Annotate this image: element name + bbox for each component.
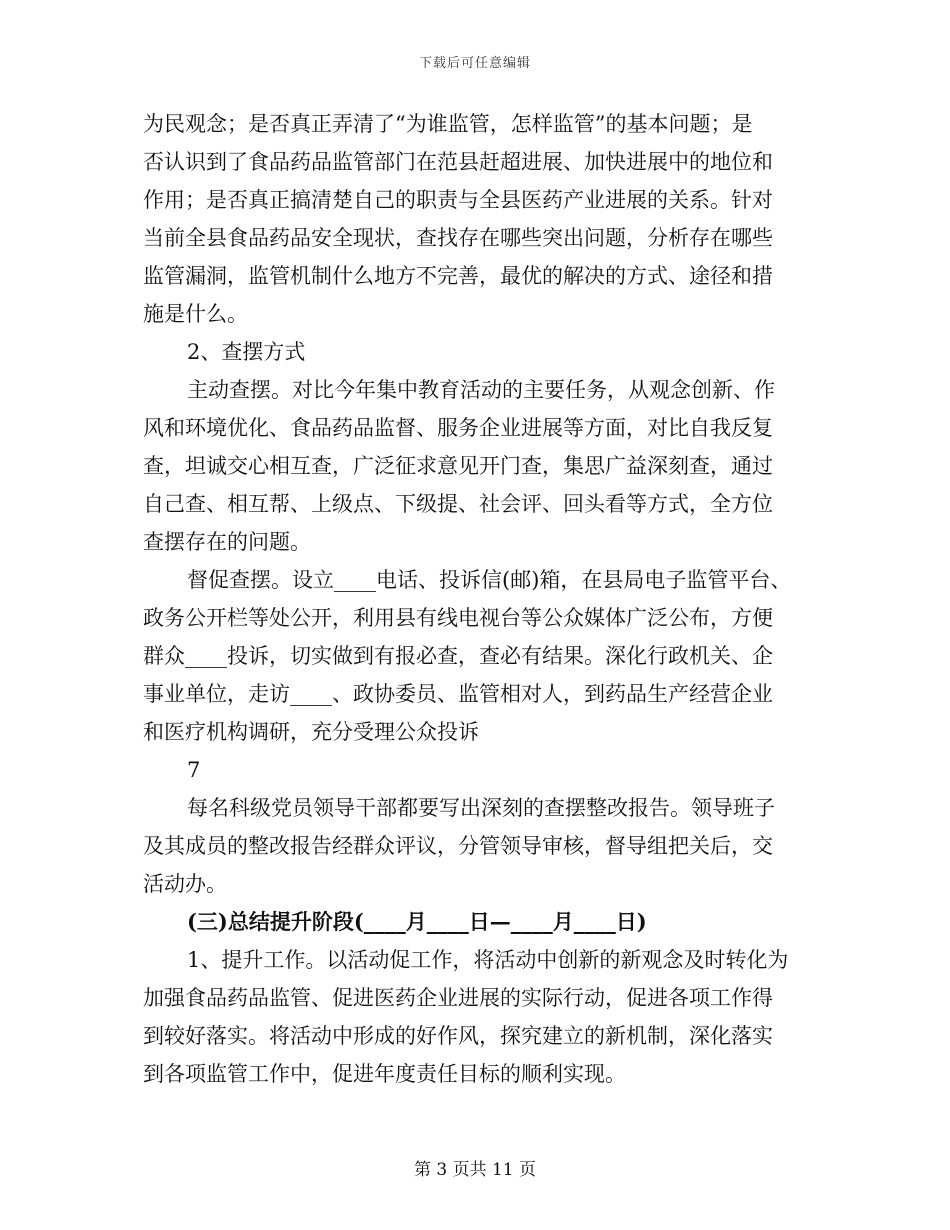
section-heading-check-method: 2、查摆方式 [187, 340, 306, 364]
text-line-19: 每名科级党员领导干部都要写出深刻的查摆整改报告。领导班子 [187, 796, 775, 820]
page-footer: 第 3 页共 11 页 [413, 1160, 537, 1180]
text-line-21: 活动办。 [143, 872, 227, 896]
document-body [143, 105, 807, 1093]
text-line-16: 事业单位，走访____、政协委员、监管相对人，到药品生产经营企业 [143, 682, 773, 706]
text-line-3: 作用；是否真正搞清楚自己的职责与全县医药产业进展的关系。针对 [143, 188, 773, 212]
text-line-2: 否认识到了食品药品监管部门在范县赶超进展、加快进展中的地位和 [143, 150, 773, 174]
text-line-20: 及其成员的整改报告经群众评议，分管领导审核，督导组把关后，交 [143, 834, 773, 858]
text-line-13: 督促查摆。设立____电话、投诉信(邮)箱，在县局电子监管平台、 [187, 568, 792, 592]
text-line-25: 到较好落实。将活动中形成的好作风，探究建立的新机制，深化落实 [143, 1024, 773, 1048]
text-line-18: 7 [187, 758, 201, 782]
text-line-4: 当前全县食品药品安全现状，查找存在哪些突出问题，分析存在哪些 [143, 226, 773, 250]
text-line-9: 风和环境优化、食品药品监督、服务企业进展等方面，对比自我反复 [143, 416, 773, 440]
section-heading-summary-stage: (三)总结提升阶段(____月____日—____月____日) [187, 909, 647, 934]
text-line-23: 1、提升工作。以活动促工作，将活动中创新的新观念及时转化为 [187, 948, 789, 972]
page-header: 下载后可任意编辑 [418, 56, 531, 71]
text-line-10: 查，坦诚交心相互查，广泛征求意见开门查，集思广益深刻查，通过 [143, 454, 773, 478]
text-line-15: 群众____投诉，切实做到有报必查，查必有结果。深化行政机关、企 [143, 644, 773, 668]
text-line-12: 查摆存在的问题。 [143, 530, 311, 554]
text-line-26: 到各项监管工作中，促进年度责任目标的顺利实现。 [143, 1062, 626, 1086]
text-line-17: 和医疗机构调研，充分受理公众投诉 [143, 720, 479, 744]
text-line-5: 监管漏洞，监管机制什么地方不完善，最优的解决的方式、途径和措 [143, 264, 773, 288]
text-line-8: 主动查摆。对比今年集中教育活动的主要任务，从观念创新、作 [187, 378, 775, 402]
text-line-6: 施是什么。 [143, 302, 248, 326]
text-line-14: 政务公开栏等处公开，利用县有线电视台等公众媒体广泛公布，方便 [143, 606, 773, 630]
text-line-11: 自己查、相互帮、上级点、下级提、社会评、回头看等方式，全方位 [143, 492, 773, 516]
text-line-24: 加强食品药品监管、促进医药企业进展的实际行动，促进各项工作得 [143, 986, 773, 1010]
text-line-1: 为民观念；是否真正弄清了“为谁监管，怎样监管”的基本问题；是 [143, 112, 753, 136]
